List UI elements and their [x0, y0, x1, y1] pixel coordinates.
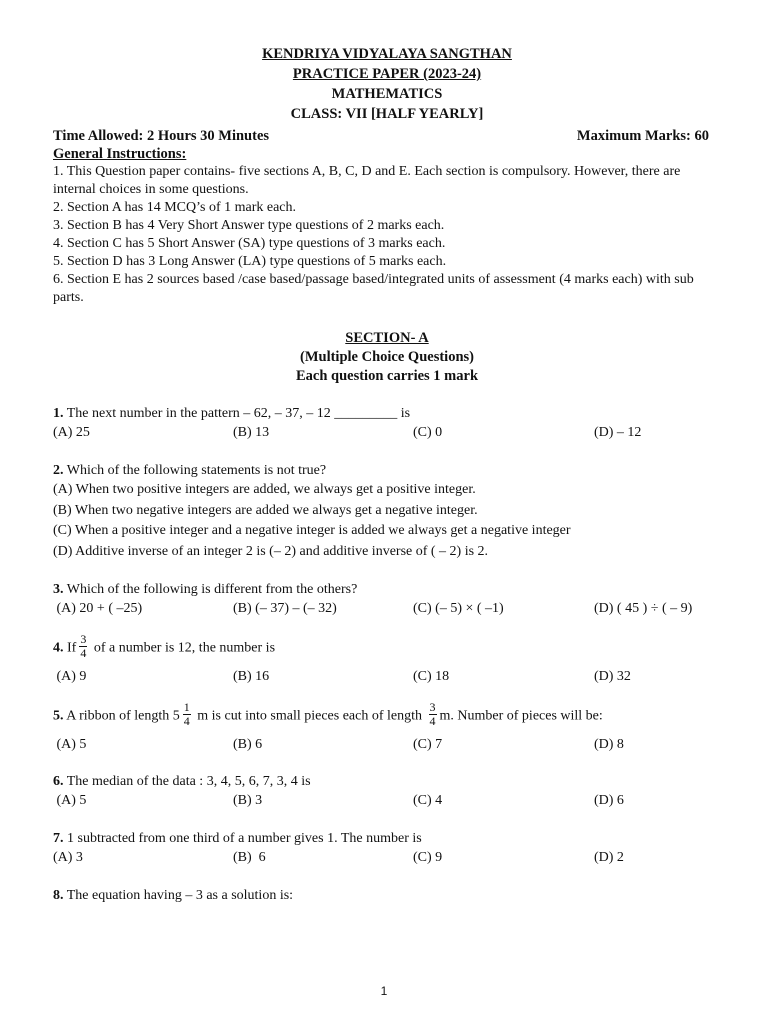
instructions-list — [53, 163, 721, 307]
option-d: (D) 8 — [594, 737, 624, 752]
option-b: (B) 3 — [233, 793, 263, 808]
options-row — [53, 423, 721, 443]
question-text: 2. Which of the following statements is not true? — [53, 463, 327, 478]
option-c: (C) 18 — [413, 669, 450, 684]
subject-heading: MATHEMATICS — [331, 86, 443, 102]
question-paper-page — [53, 44, 721, 905]
maximum-marks: Maximum Marks: 60 — [576, 128, 709, 144]
question-text: 7. 1 subtracted from one third of a number gives 1. The number is — [53, 831, 422, 846]
statement-d: (D) Additive inverse of an integer 2 is (– 2) and additive inverse of ( – 2) is 2. — [53, 543, 489, 559]
option-c: (C) 4 — [413, 793, 443, 808]
question-number: 1. — [53, 406, 64, 421]
option-a: (A) 9 — [53, 669, 87, 684]
question-text: 5. A ribbon of length 5 $\frac{1}{4}$ m is cut into small pieces each of length $\frac{3}{4}$ m. Number of pieces will be: — [53, 700, 603, 728]
option-c: (C) 0 — [413, 425, 443, 440]
option-b: (B) 16 — [233, 669, 270, 684]
question-5 — [53, 700, 721, 755]
option-d: (D) – 12 — [594, 425, 642, 440]
option-d: (D) 2 — [594, 850, 624, 865]
question-1 — [53, 405, 721, 443]
fraction: $\frac{1}{4}$ — [183, 700, 190, 728]
options-row — [53, 735, 721, 755]
option-a: (A) 5 — [53, 793, 87, 808]
instruction-item: 6. Section E has 2 sources based /case based/passage based/integrated units of assessment (4 marks each) with sub parts. — [53, 272, 694, 305]
option-b: (B) 6 — [233, 850, 266, 865]
section-subtitle: (Multiple Choice Questions) — [300, 349, 474, 365]
statement-a: (A) When two positive integers are added, we always get a positive integer. — [53, 482, 476, 497]
question-text: 8. The equation having – 3 as a solution is: — [53, 888, 294, 903]
option-d: (D) 32 — [594, 669, 631, 684]
question-text: 1. The next number in the pattern – 62, – 37, – 12 _________ is — [53, 406, 411, 421]
question-8 — [53, 887, 721, 905]
option-a: (A) 3 — [53, 850, 83, 865]
option-b: (B) (– 37) – (– 32) — [233, 601, 337, 616]
instruction-item: 3. Section B has 4 Very Short Answer type questions of 2 marks each. — [53, 218, 445, 233]
class-heading: CLASS: VII [HALF YEARLY] — [290, 106, 484, 122]
question-2 — [53, 462, 721, 562]
option-b: (B) 6 — [233, 737, 263, 752]
instruction-item: 4. Section C has 5 Short Answer (SA) type questions of 3 marks each. — [53, 236, 446, 251]
question-7 — [53, 830, 721, 868]
instructions-title: General Instructions: — [53, 146, 187, 162]
question-3 — [53, 581, 721, 619]
statement-c: (C) When a positive integer and a negative integer is added we always get a negative integer — [53, 523, 571, 538]
section-title: SECTION- A — [345, 330, 429, 346]
statement-b: (B) When two negative integers are added we always get a negative integer. — [53, 502, 478, 518]
option-c: (C) 7 — [413, 737, 443, 752]
paper-meta — [53, 127, 721, 145]
option-d: (D) 6 — [594, 793, 624, 808]
instruction-item: 5. Section D has 3 Long Answer (LA) type questions of 5 marks each. — [53, 254, 447, 269]
question-text: 3. Which of the following is different from the others? — [53, 582, 358, 597]
option-d: (D) ( 45 ) ÷ ( – 9) — [594, 601, 693, 616]
question-number: 7. — [53, 831, 64, 846]
question-number: 2. — [53, 463, 64, 478]
paper-heading: PRACTICE PAPER (2023-24) — [292, 66, 482, 82]
option-c: (C) (– 5) × ( –1) — [413, 601, 504, 616]
fraction: $\frac{3}{4}$ — [80, 632, 87, 660]
question-number: 8. — [53, 888, 64, 903]
time-allowed: Time Allowed: 2 Hours 30 Minutes — [53, 128, 270, 144]
question-text: 6. The median of the data : 3, 4, 5, 6, 7, 3, 4 is — [53, 774, 311, 789]
question-text: 4. If $\frac{3}{4}$ of a number is 12, the number is — [53, 632, 276, 660]
options-row — [53, 791, 721, 811]
option-a: (A) 20 + ( –25) — [53, 601, 143, 616]
question-6 — [53, 773, 721, 811]
option-c: (C) 9 — [413, 850, 443, 865]
options-row — [53, 599, 721, 619]
options-row — [53, 848, 721, 868]
fraction: $\frac{3}{4}$ — [429, 700, 436, 728]
option-b: (B) 13 — [233, 425, 270, 440]
question-number: 4. — [53, 640, 64, 656]
instruction-item: 2. Section A has 14 MCQ’s of 1 mark each. — [53, 200, 297, 215]
question-number: 3. — [53, 582, 64, 597]
option-a: (A) 5 — [53, 737, 87, 752]
page-number: 1 — [380, 984, 388, 998]
options-row — [53, 667, 721, 687]
option-a: (A) 25 — [53, 425, 90, 440]
org-heading: KENDRIYA VIDYALAYA SANGTHAN — [262, 46, 512, 62]
question-number: 6. — [53, 774, 64, 789]
question-4 — [53, 632, 721, 687]
question-number: 5. — [53, 708, 64, 724]
section-marks-note: Each question carries 1 mark — [295, 368, 479, 384]
instruction-item: 1. This Question paper contains- five sections A, B, C, D and E. Each section is compulsory. However, there are internal choices in some questions. — [53, 164, 681, 197]
